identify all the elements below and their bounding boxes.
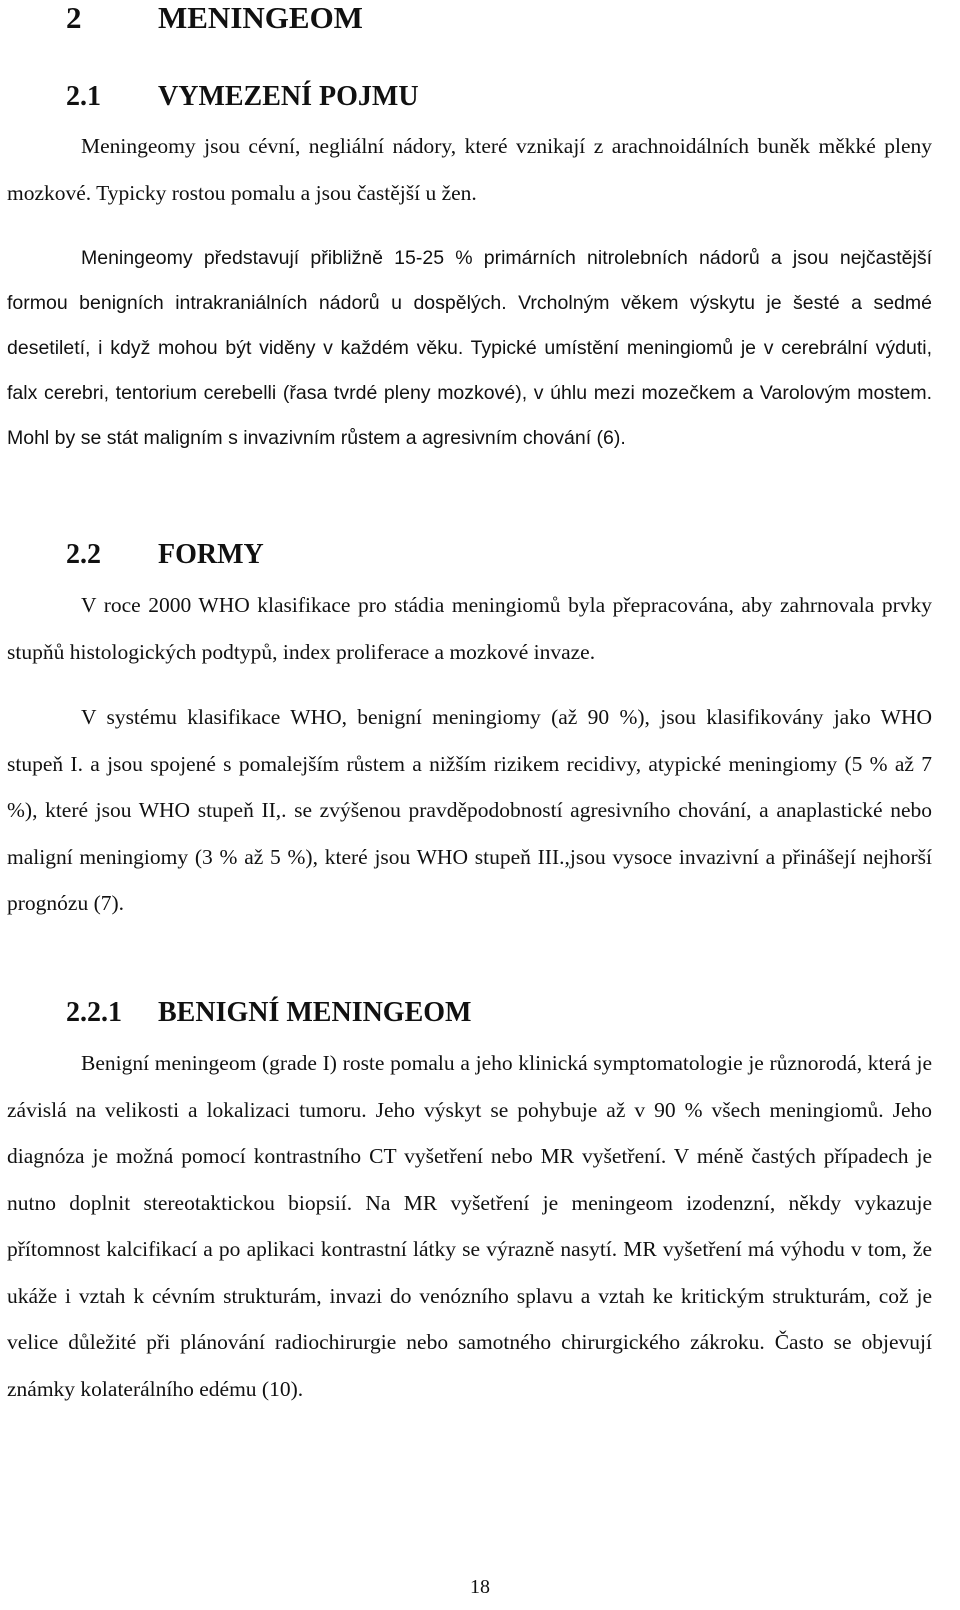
chapter-heading	[66, 0, 363, 36]
chapter-number: 2	[66, 0, 82, 35]
section-number: 2.2.1	[66, 997, 122, 1028]
page-number: 18	[470, 1576, 490, 1598]
section-heading-2-1	[66, 80, 419, 114]
section-number: 2.2	[66, 539, 101, 570]
section-title: BENIGNÍ MENINGEOM	[158, 997, 472, 1028]
section-heading-2-2	[66, 538, 264, 572]
section-title: FORMY	[158, 539, 264, 570]
section-heading-2-2-1	[66, 996, 471, 1030]
paragraph-epidemiology: Meningeomy představují přibližně 15-25 % primárních nitrolebních nádorů a jsou nejčastější formou benigních intrakraniálních nádorů u dospělých. Vrcholným věkem výskytu je šesté a sedmé desetiletí, i když mohou být viděny v každém věku. Typické umístění meningiomů je v cerebrální výduti, falx cerebri, tentorium cerebelli (řasa tvrdé pleny mozkové), v úhlu mezi mozečkem a Varolovým mostem. Mohl by se stát maligním s invazivním růstem a agresivním chování (6).	[7, 247, 932, 449]
paragraph-benign-meningeoma: Benigní meningeom (grade I) roste pomalu a jeho klinická symptomatologie je různorodá, která je závislá na velikosti a lokalizaci tumoru. Jeho výskyt se pohybuje až v 90 % všech meningiomů. Jeho diagnóza je možná pomocí kontrastního CT vyšetření nebo MR vyšetření. V méně častých případech je nutno doplnit stereotaktickou biopsií. Na MR vyšetření je meningeom izodenzní, někdy vykazuje přítomnost kalcifikací a po aplikaci kontrastní látky se výrazně nasytí. MR vyšetření má výhodu v tom, že ukáže i vztah k cévním strukturám, invazi do venózního splavu a vztah ke kritickým strukturám, což je velice důležité při plánování radiochirurgie nebo samotného chirurgického zákroku. Často se objevují známky kolaterálního edému (10).	[7, 1051, 932, 1401]
paragraph-who-grades: V systému klasifikace WHO, benigní meningiomy (až 90 %), jsou klasifikovány jako WHO stupeň I. a jsou spojené s pomalejším růstem a nižším rizikem recidivy, atypické meningiomy (5 % až 7 %), které jsou WHO stupeň II,. se zvýšenou pravděpodobností agresivního chování, a anaplastické nebo maligní meningiomy (3 % až 5 %), které jsou WHO stupeň III.,jsou vysoce invazivní a přinášejí nejhorší prognózu (7).	[7, 705, 932, 915]
paragraph-who-revision: V roce 2000 WHO klasifikace pro stádia meningiomů byla přepracována, aby zahrnovala prvky stupňů histologických podtypů, index proliferace a mozkové invaze.	[7, 593, 932, 664]
section-number: 2.1	[66, 81, 101, 112]
section-title: VYMEZENÍ POJMU	[158, 81, 419, 112]
paragraph-definition: Meningeomy jsou cévní, negliální nádory, které vznikají z arachnoidálních buněk měkké pleny mozkové. Typicky rostou pomalu a jsou častější u žen.	[7, 134, 932, 205]
chapter-title: MENINGEOM	[158, 0, 363, 35]
